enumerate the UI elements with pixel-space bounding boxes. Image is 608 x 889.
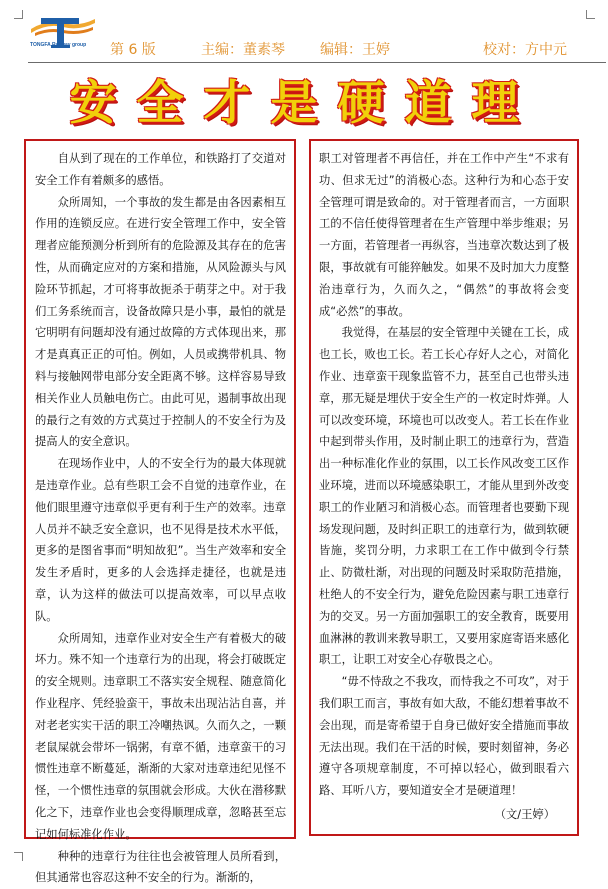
crop-mark-top-left bbox=[14, 10, 23, 19]
logo-text: TONGFA Railway group bbox=[30, 42, 86, 48]
article-title: 安全才是硬道理 bbox=[30, 70, 578, 138]
paragraph: “毋不恃敌之不我攻，而恃我之不可攻”，对于我们职工而言，事故有如大敌，不能幻想着事故不会出现，而是寄希望于自身已做好安全措施而事故无法出现。我们在干活的时候，要时刻留神，务必遵守各项规章制度，不可掉以轻心，做到眼看六路、耳听八方，要知道安全才是硬道理！ bbox=[319, 671, 569, 802]
paragraph: 职工对管理者不再信任，并在工作中产生“不求有功、但求无过”的消极心态。这种行为和心态于安全管理可谓是致命的。对于管理者而言，一方面职工的不信任使得管理者在生产管理中举步维艰；另一方面，若管理者一再纵容，当违章次数达到了极限，事故就有可能猝触发。如果不及时加大力度整治违章行为，久而久之，“偶然”的事故将会变成“必然”的事故。 bbox=[319, 148, 569, 322]
crop-mark-bottom-left bbox=[14, 852, 23, 861]
page-number: 第 6 版 bbox=[110, 39, 156, 59]
proofreader: 校对：方中元 bbox=[483, 39, 567, 59]
paragraph: 众所周知，一个事故的发生都是由各因素相互作用的连锁反应。在进行安全管理工作中，安全管理者应能预测分析到所有的危险源及其存在的危害性，从而确定应对的方案和措施，从风险源头与风险环节抓起，才可将事故扼杀于萌芽之中。对于我们工务系统而言，设备故障只是小事，最怕的就是它明明有问题却没有通过故障的方式体现出来，那才是真真正正的可怕。例如，人员或携带机具、物料与接触网带电部分安全距离不够。这样容易导致相关作业人员触电伤亡。由此可见，遏制事故出现的最行之有效的方式莫过于控制人的不安全行为及提高人的安全意识。 bbox=[35, 192, 286, 454]
left-column bbox=[24, 139, 296, 839]
paragraph: 在现场作业中，人的不安全行为的最大体现就是违章作业。总有些职工会不自觉的违章作业，在他们眼里遵守违章似乎更有利于生产的效率。违章人员并不缺乏安全意识，也不见得是技术水平低，更多的是图省事而“明知故犯”。当生产效率和安全发生矛盾时，更多的人会选择走捷径，也就是违章，认为这样的做法可以提高效率，可以早点收队。 bbox=[35, 453, 286, 627]
paragraph: 众所周知，违章作业对安全生产有着极大的破坏力。殊不知一个违章行为的出现，将会打破既定的安全规则。违章职工不落实安全规程、随意简化作业程序、凭经验蛮干，事故未出现沾沾自喜，并对老老实实干活的职工冷嘲热讽。久而久之，一颗老鼠屎就会带坏一锅粥，有章不循，违章蛮干的习惯性违章不断蔓延，渐渐的大家对违章违纪见怪不怪，一个惯性违章的氛围就会形成。大伙在潜移默化之下，违章作业也会变得顺理成章，忽略甚至忘记如何标准化作业。 bbox=[35, 628, 286, 846]
right-column bbox=[309, 139, 579, 836]
author-signature: （文/王婷） bbox=[319, 804, 569, 826]
header-divider bbox=[28, 62, 606, 63]
paragraph: 种种的违章行为往往也会被管理人员所看到，但其通常也容忍这种不安全的行为。渐渐的， bbox=[35, 846, 286, 889]
editor: 编辑：王婷 bbox=[320, 39, 390, 59]
editor-in-chief: 主编：董素琴 bbox=[201, 39, 285, 59]
crop-mark-top-right bbox=[586, 10, 595, 19]
paragraph: 我觉得，在基层的安全管理中关键在工长，成也工长，败也工长。若工长心存好人之心，对简化作业、违章蛮干现象监管不力，甚至自己也带头违章，那无疑是埋伏于安全生产的一枚定时炸弹。人可以改变环境，环境也可以改变人。若工长在作业中起到带头作用，及时制止职工的违章行为，营造出一种标准化作业的氛围，以工长作风改变工区作业环境，进而以环境感染职工，才能从里到外改变职工的作业陋习和消极心态。而管理者也要勤下现场发现问题，及时纠正职工的违章行为，做到软硬皆施，奖罚分明，力求职工在工作中做到令行禁止、防微杜渐，对出现的问题及时采取防范措施，杜绝人的不安全行为，避免危险因素与职工违章行为的交叉。另一方面加强职工的安全教育，既要用血淋淋的教训来教导职工，又要用家庭寄语来感化职工，让职工对安全心存敬畏之心。 bbox=[319, 322, 569, 671]
paragraph: 自从到了现在的工作单位，和铁路打了交道对安全工作有着颇多的感悟。 bbox=[35, 148, 286, 192]
